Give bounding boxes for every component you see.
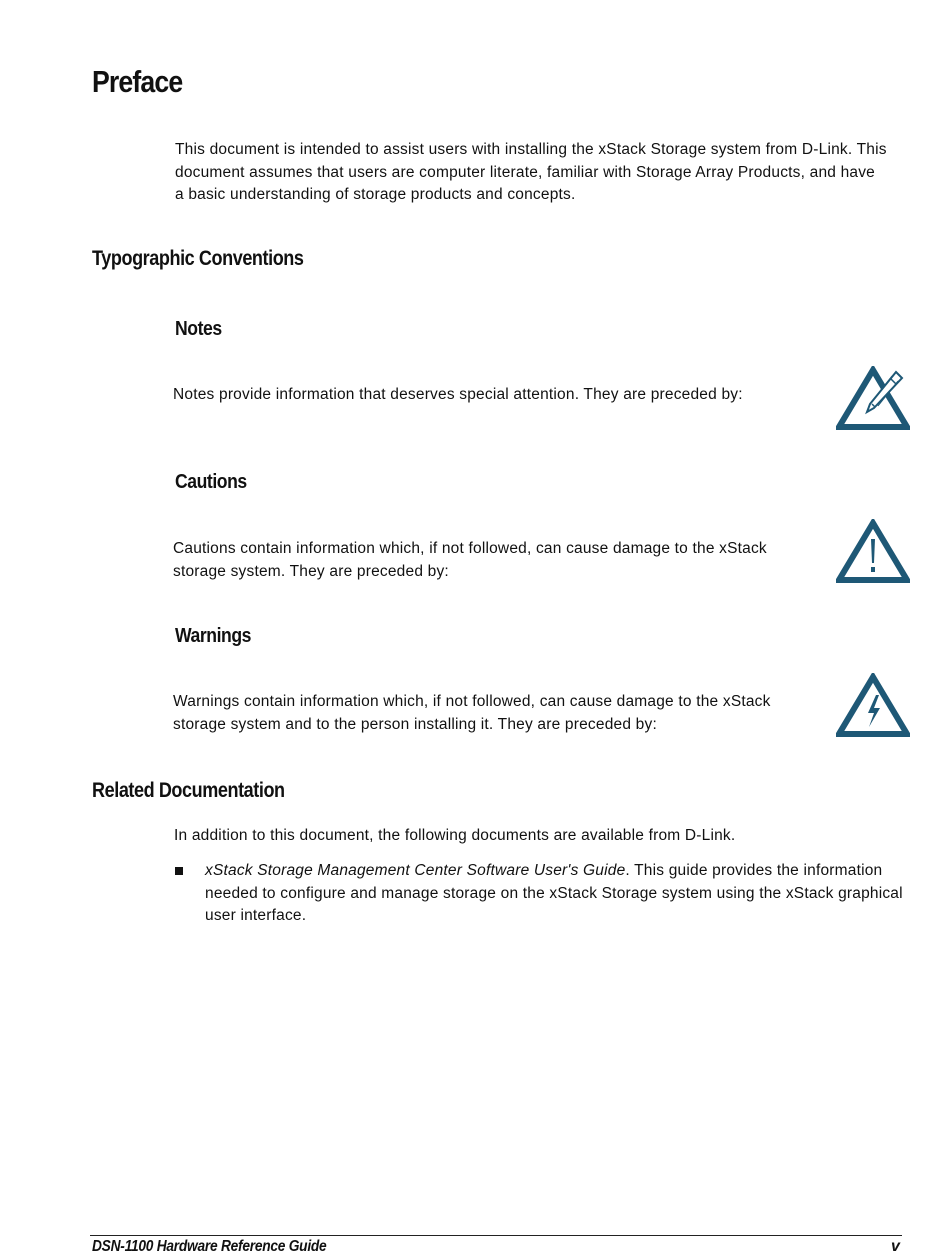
section-heading-typographic-conventions: Typographic Conventions bbox=[92, 247, 304, 270]
footer-divider bbox=[90, 1235, 902, 1236]
cautions-description: Cautions contain information which, if not followed, can cause damage to the xStack storage system. They are preceded by: bbox=[173, 540, 767, 580]
notes-description: Notes provide information that deserves special attention. They are preceded by: bbox=[173, 386, 743, 403]
bullet-square-icon bbox=[175, 867, 183, 875]
section-heading-related-documentation: Related Documentation bbox=[92, 779, 285, 802]
page-title: Preface bbox=[92, 64, 183, 99]
footer-page-number: v bbox=[891, 1238, 900, 1255]
related-docs-intro: In addition to this document, the following documents are available from D-Link. bbox=[174, 827, 736, 844]
pencil-triangle-icon bbox=[836, 366, 910, 430]
doc-title: xStack Storage Management Center Software User's Guide bbox=[205, 862, 626, 879]
subheading-warnings: Warnings bbox=[175, 625, 252, 647]
footer-guide-title: DSN-1100 Hardware Reference Guide bbox=[92, 1238, 327, 1255]
exclamation-triangle-icon bbox=[836, 519, 910, 583]
list-item bbox=[205, 860, 905, 928]
lightning-triangle-icon bbox=[836, 673, 910, 737]
warnings-description: Warnings contain information which, if not followed, can cause damage to the xStack storage system and to the person installing it. They are preceded by: bbox=[173, 693, 771, 733]
subheading-notes: Notes bbox=[175, 318, 222, 340]
subheading-cautions: Cautions bbox=[175, 471, 247, 493]
intro-paragraph: This document is intended to assist users with installing the xStack Storage system from D-Link. This document assumes that users are computer literate, familiar with Storage Array Products, and have a basic understanding of storage products and concepts. bbox=[175, 141, 887, 203]
doc-description: . This guide provides the information needed to configure and manage storage on the xStack Storage system using the xStack graphical user interface. bbox=[205, 862, 903, 924]
